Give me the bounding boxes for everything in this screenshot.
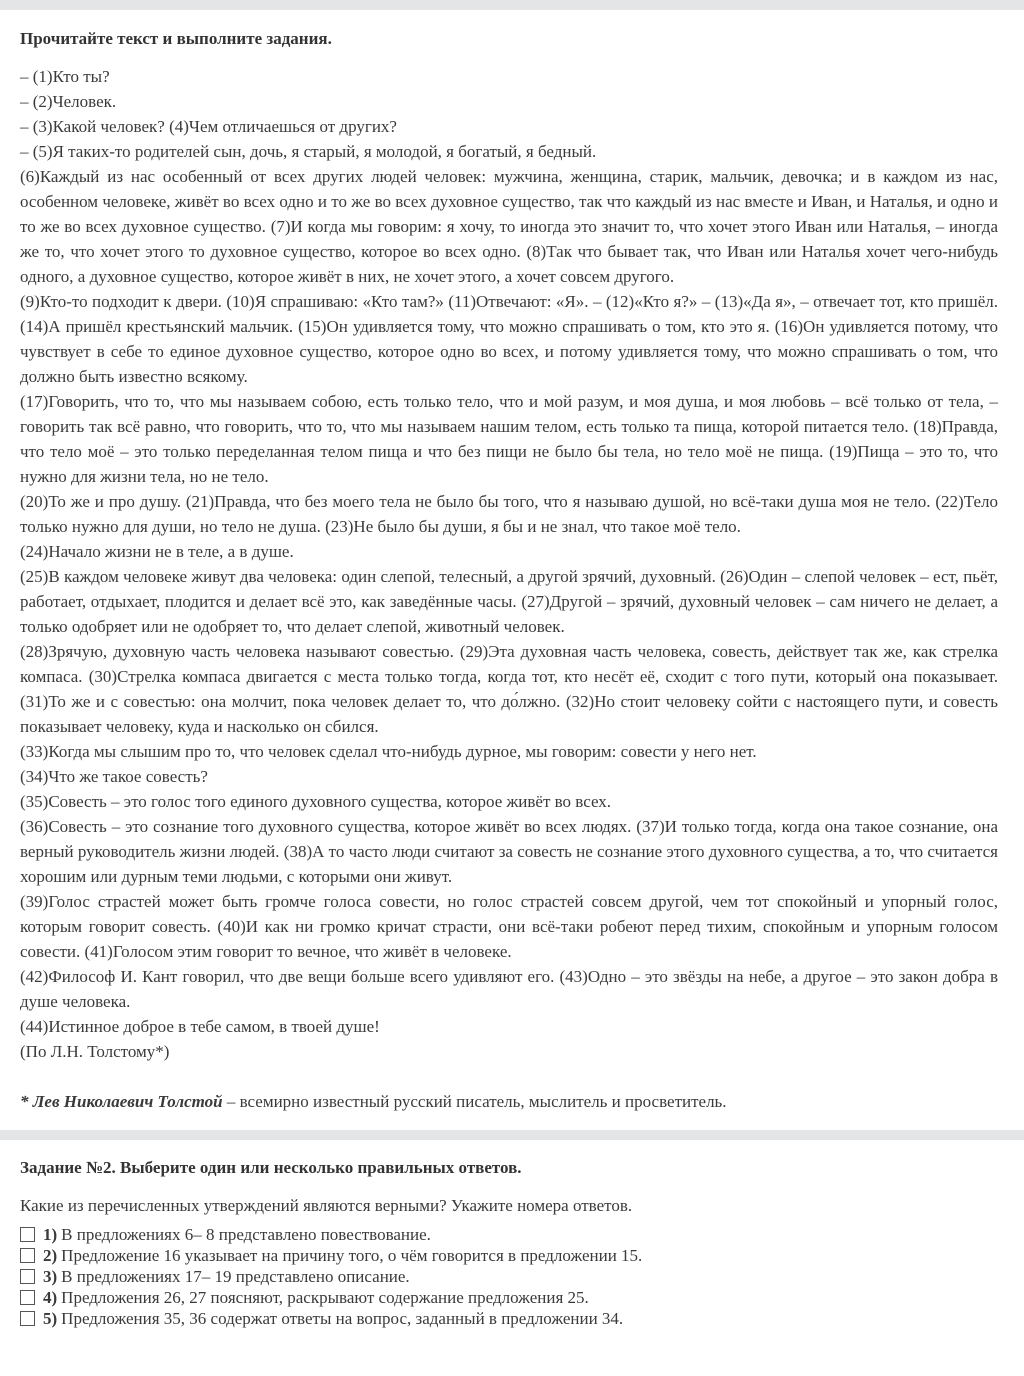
footnote-author-name: * Лев Николаевич Толстой bbox=[20, 1092, 223, 1111]
text-paragraph: (34)Что же такое совесть? bbox=[20, 767, 208, 786]
text-paragraph: (44)Истинное доброе в тебе самом, в твоей душе! bbox=[20, 1017, 380, 1036]
option-number: 3) bbox=[43, 1266, 58, 1286]
text-paragraph: (28)Зрячую, духовную часть человека называют совестью. (29)Эта духовная часть человека, совесть, действует так же, как стрелка компаса. (30)Стрелка компаса двигается с места только тогда, когда тот, кто несёт её, сходит с того пути, который она показывает. (31)То же и с совестью: она молчит, пока человек делает то, что до́лжно. (32)Но стоит человеку сойти с настоящего пути, и совесть показывает человеку, куда и насколько он сбился. bbox=[20, 642, 998, 736]
answer-option-4 bbox=[20, 1287, 998, 1308]
answer-checkbox-2[interactable] bbox=[20, 1248, 35, 1263]
text-paragraph: (36)Совесть – это сознание того духовного существа, которое живёт во всех людях. (37)И только тогда, когда она такое сознание, она верный руководитель жизни людей. (38)А то часто люди считают за совесть не сознание этого духовного существа, а то, что считается хорошим или дурным теми людьми, с которыми они живут. bbox=[20, 817, 998, 886]
option-number: 2) bbox=[43, 1245, 58, 1265]
text-paragraph: (20)То же и про душу. (21)Правда, что без моего тела не было бы того, что я называю душой, но всё-таки душа моя не тело. (22)Тело только нужно для души, но тело не душа. (23)Не было бы души, я бы и не знал, что такое моё тело. bbox=[20, 492, 998, 536]
text-paragraph: (24)Начало жизни не в теле, а в душе. bbox=[20, 542, 294, 561]
text-paragraph: – (2)Человек. bbox=[20, 92, 117, 111]
option-number: 5) bbox=[43, 1308, 58, 1328]
text-paragraph: (9)Кто-то подходит к двери. (10)Я спрашиваю: «Кто там?» (11)Отвечают: «Я». – (12)«Кто я?» – (13)«Да я», – отвечает тот, кто пришёл. (14)А пришёл крестьянский мальчик. (15)Он удивляется тому, что можно спрашивать о том, кто это я. (16)Он удивляется потому, что чувствует в себе то единое духовное существо, которое одно во всех, и потому удивляется тому, что можно спрашивать о том, что должно быть известно всякому. bbox=[20, 292, 998, 386]
text-paragraph: – (5)Я таких-то родителей сын, дочь, я старый, я молодой, я богатый, я бедный. bbox=[20, 142, 597, 161]
section-heading: Прочитайте текст и выполните задания. bbox=[20, 29, 332, 48]
option-text: В предложениях 17– 19 представлено описание. bbox=[61, 1266, 410, 1286]
text-paragraph: – (3)Какой человек? (4)Чем отличаешься от других? bbox=[20, 117, 397, 136]
option-number: 4) bbox=[43, 1287, 58, 1307]
option-text: Предложение 16 указывает на причину того, о чём говорится в предложении 15. bbox=[61, 1245, 643, 1265]
task-question: Какие из перечисленных утверждений являются верными? Укажите номера ответов. bbox=[20, 1196, 633, 1215]
reading-text-section bbox=[20, 26, 998, 1114]
text-paragraph: (42)Философ И. Кант говорил, что две вещи больше всего удивляют его. (43)Одно – это звёзды на небе, а другое – это закон добра в душе человека. bbox=[20, 967, 998, 1011]
answer-option-3 bbox=[20, 1266, 998, 1287]
answer-checkbox-3[interactable] bbox=[20, 1269, 35, 1284]
text-source: (По Л.Н. Толстому*) bbox=[20, 1042, 170, 1061]
text-paragraph: (6)Каждый из нас особенный от всех других людей человек: мужчина, женщина, старик, мальчик, девочка; и в каждом из нас, особенном человеке, живёт во всех одно и то же во всех духовное существо, так что каждый из нас вместе и Иван, и Наталья, и одно и то же во всех духовное существо. (7)И когда мы говорим: я хочу, то иногда это значит то, что хочет этого Иван или Наталья, – иногда же то, что хочет этого то духовное существо, которое во всех одно. (8)Так что бывает так, что Иван или Наталья хочет чего-нибудь одного, а духовное существо, которое живёт в них, не хочет этого, а хочет совсем другого. bbox=[20, 167, 998, 286]
answer-option-5 bbox=[20, 1308, 998, 1329]
option-text: Предложения 35, 36 содержат ответы на вопрос, заданный в предложении 34. bbox=[61, 1308, 624, 1328]
footnote bbox=[20, 1089, 998, 1114]
answer-checkbox-5[interactable] bbox=[20, 1311, 35, 1326]
option-text: Предложения 26, 27 поясняют, раскрывают содержание предложения 25. bbox=[61, 1287, 589, 1307]
top-divider-bar bbox=[0, 0, 1024, 10]
option-text: В предложениях 6– 8 представлено повествование. bbox=[61, 1224, 431, 1244]
task-section bbox=[20, 1155, 998, 1329]
answer-options bbox=[20, 1224, 998, 1329]
text-paragraph: (33)Когда мы слышим про то, что человек сделал что-нибудь дурное, мы говорим: совести у него нет. bbox=[20, 742, 757, 761]
option-number: 1) bbox=[43, 1224, 58, 1244]
answer-option-2 bbox=[20, 1245, 998, 1266]
answer-checkbox-1[interactable] bbox=[20, 1227, 35, 1242]
section-divider-bar bbox=[0, 1130, 1024, 1140]
text-paragraph: – (1)Кто ты? bbox=[20, 67, 110, 86]
footnote-text: – всемирно известный русский писатель, мыслитель и просветитель. bbox=[222, 1092, 727, 1111]
answer-checkbox-4[interactable] bbox=[20, 1290, 35, 1305]
text-paragraph: (39)Голос страстей может быть громче голоса совести, но голос страстей совсем другой, чем тот спокойный и упорный голос, которым говорит совесть. (40)И как ни громко кричат страсти, они всё-таки робеют перед тихим, спокойным и упорным голосом совести. (41)Голосом этим говорит то вечное, что живёт в человеке. bbox=[20, 892, 998, 961]
text-paragraph: (35)Совесть – это голос того единого духовного существа, которое живёт во всех. bbox=[20, 792, 612, 811]
text-body bbox=[20, 64, 998, 1064]
text-paragraph: (17)Говорить, что то, что мы называем собою, есть только тело, что и мой разум, и моя душа, и моя любовь – всё только от тела, – говорить так всё равно, что говорить, что то, что мы называем нашим телом, есть только та пища, которой питается тело. (18)Правда, что тело моё – это только переделанная телом пища и что без пищи не было бы тела, но тело моё не пища. (19)Пища – это то, что нужно для жизни тела, но не тело. bbox=[20, 392, 998, 486]
answer-option-1 bbox=[20, 1224, 998, 1245]
task-title: Задание №2. Выберите один или несколько правильных ответов. bbox=[20, 1158, 522, 1177]
text-paragraph: (25)В каждом человеке живут два человека: один слепой, телесный, а другой зрячий, духовный. (26)Один – слепой человек – ест, пьёт, работает, отдыхает, плодится и делает всё это, как заведённые часы. (27)Другой – зрячий, духовный человек – сам ничего не делает, а только одобряет или не одобряет то, что делает слепой, животный человек. bbox=[20, 567, 998, 636]
